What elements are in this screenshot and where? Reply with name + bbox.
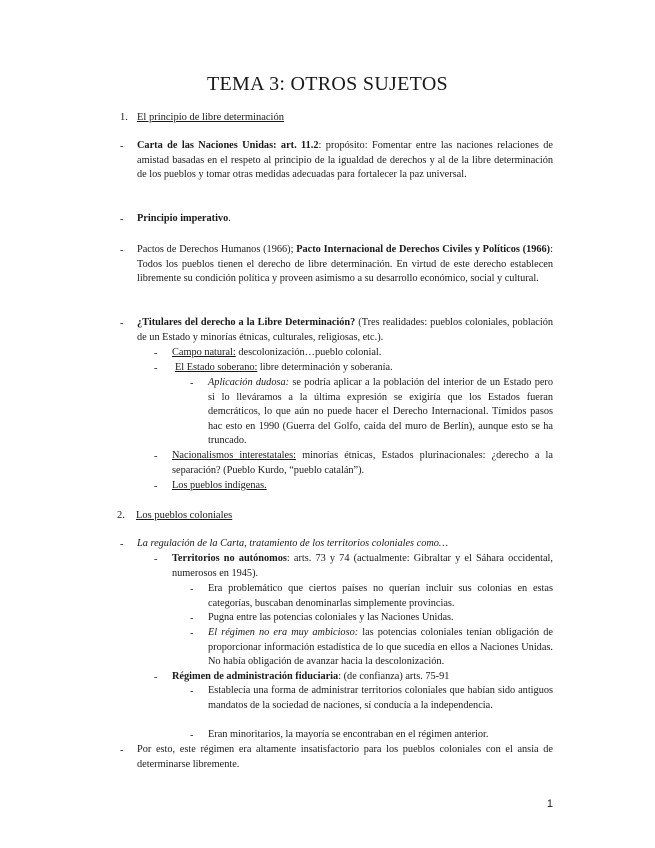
underlined-label: Nacionalismos interestatales: [172, 450, 296, 461]
bullet: - [120, 141, 124, 152]
bullet: - [120, 539, 124, 550]
bullet: - [154, 481, 158, 492]
bullet: - [190, 613, 194, 624]
paragraph-prefix: Pactos de Derechos Humanos (1966); [137, 244, 297, 255]
paragraph-pactos [137, 243, 553, 287]
paragraph-establecia [208, 684, 553, 713]
paragraph-territorios [172, 552, 553, 581]
paragraph-text: (Tres realidades: pueblos coloniales, población de un Estado y minorías étnicas, culturales, religiosas, etc.). [137, 317, 553, 343]
section-heading: El principio de libre determinación [137, 112, 284, 123]
italic-label: Aplicación dudosa: [208, 377, 290, 388]
paragraph-text: las potencias coloniales tenían obligación de proporcionar información estadística de lo que sucedía en ellos a Naciones Unidas. No había obligación de avanzar hacia la descolonización. [208, 627, 553, 668]
paragraph-principio [137, 212, 553, 227]
separator: : [273, 140, 281, 151]
paragraph-campo [172, 346, 552, 361]
bullet: - [190, 378, 194, 389]
bullet: - [120, 745, 124, 756]
underlined-label: El Estado soberano: [175, 362, 258, 373]
paragraph-estado [175, 361, 552, 376]
paragraph-carta [137, 139, 553, 183]
paragraph-text: se podría aplicar a la población del interior de un Estado pero si lo lleváramos a la última expresión se exigiría que los Estados fueran demcráticos, lo que aún no puede hacer el Derecho Internacional. Tímidos pasos hac esto en 1990 (Guerra del Golfo, caída del muro de Berlín), aunque esto se ha truncado. [208, 377, 553, 447]
bold-term: ¿Titulares del derecho a la Libre Determinación? [137, 317, 356, 328]
bullet: - [120, 214, 124, 225]
bullet: - [154, 451, 158, 462]
bullet: - [190, 584, 194, 595]
bullet: - [154, 348, 158, 359]
paragraph-minoritarios [208, 728, 553, 743]
bullet: - [154, 554, 158, 565]
paragraph-text: : arts. 73 y 74 (actualmente: Gibraltar y el Sáhara occidental, numerosos en 1945). [172, 553, 553, 579]
paragraph-aplicacion [208, 376, 553, 449]
paragraph-nacionalismos [172, 449, 553, 478]
paragraph-por-esto [137, 743, 553, 772]
paragraph-titulares [137, 316, 553, 345]
bullet: - [190, 730, 194, 741]
bold-term: Carta de las Naciones Unidas [137, 140, 274, 151]
paragraph-text: Pugna entre las potencias coloniales y las Naciones Unidas. [208, 612, 454, 623]
paragraph-text: : Todos los pueblos tienen el derecho de libre determinación. En virtud de este derecho establecen libremente su condición política y proveen asimismo a su desarrollo económico, social y cultural. [137, 244, 553, 285]
paragraph-text: Establecía una forma de administrar territorios coloniales que habían sido antiguos mandatos de la sociedad de naciones, sí conducía a la independencia. [208, 685, 553, 711]
section-number: 1. [120, 112, 128, 123]
bullet: - [120, 318, 124, 329]
bullet: - [190, 686, 194, 697]
paragraph-indigenas [172, 479, 553, 494]
paragraph-text: La regulación de la Carta, tratamiento de los territorios coloniales como… [137, 538, 449, 549]
paragraph-pugna [208, 611, 553, 626]
underlined-label: Los pueblos indígenas. [172, 480, 267, 491]
article-ref: art. 11.2 [280, 140, 319, 151]
bold-term: Principio imperativo [137, 213, 229, 224]
paragraph-text: minorías étnicas, Estados plurinacionales: ¿derecho a la separación? (Pueblo Kurdo, “pueblo catalán”). [172, 450, 553, 476]
paragraph-fiduciaria [172, 670, 553, 685]
paragraph-text: descolonización…pueblo colonial. [235, 347, 382, 358]
paragraph-text: Era problemático que ciertos países no querían incluir sus colonias en estas categorías, buscaban denominarlas simplemente provincias. [208, 583, 553, 609]
paragraph-text: . [228, 213, 231, 224]
paragraph-regulacion [137, 537, 553, 552]
section-heading: Los pueblos coloniales [136, 510, 233, 521]
section-number: 2. [117, 510, 125, 521]
paragraph-text: : (de confianza) arts. 75-91 [338, 671, 450, 682]
underlined-label: Campo natural: [172, 347, 236, 358]
bullet: - [120, 245, 124, 256]
paragraph-regimen [208, 626, 553, 670]
bullet: - [190, 628, 194, 639]
bold-term: Pacto Internacional de Derechos Civiles y Políticos (1966) [296, 244, 551, 255]
page-number: 1 [546, 798, 553, 810]
document-title: TEMA 3: OTROS SUJETOS [207, 73, 448, 95]
bold-term: Régimen de administración fiduciaria [172, 671, 339, 682]
bullet: - [154, 672, 158, 683]
paragraph-text: : propósito: Fomentar entre las naciones relaciones de amistad basadas en el respeto al principio de la igualdad de derechos y al de la libre determinación de los pueblos y tomar otras medidas adecuadas para fortalecer la paz universal. [137, 140, 553, 181]
paragraph-text: Por esto, este régimen era altamente insatisfactorio para los pueblos coloniales con el ansia de determinarse libremente. [137, 744, 553, 770]
bold-term: Territorios no autónomos [172, 553, 287, 564]
paragraph-problematico [208, 582, 553, 611]
paragraph-text: libre determinación y soberanía. [257, 362, 393, 373]
paragraph-text: Eran minoritarios, la mayoría se encontraban en el régimen anterior. [208, 729, 489, 740]
italic-label: El régimen no era muy ambicioso: [208, 627, 359, 638]
bullet: - [154, 363, 158, 374]
